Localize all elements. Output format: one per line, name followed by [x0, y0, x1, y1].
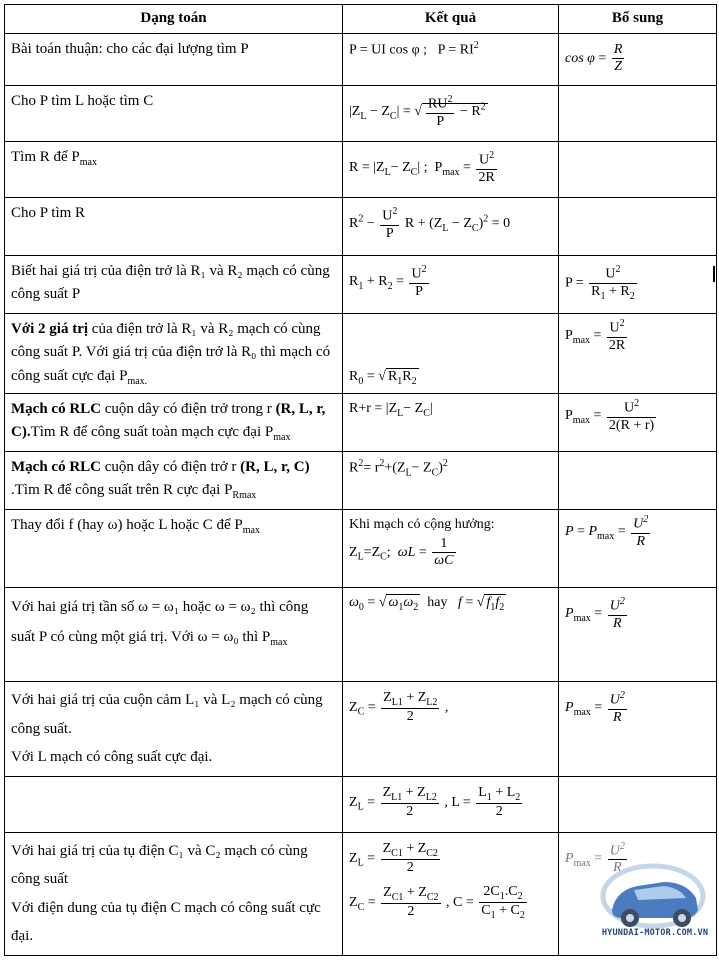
- row-13-problem: Với hai giá trị của tụ điện C₁ và C₂ mạch có cùng công suất Với điện dung của tụ điện C mạch có công suất cực đại.: [5, 832, 343, 955]
- table-row: [5, 776, 717, 832]
- table-row: [5, 198, 717, 256]
- row-6-extra: $P_{max}$ = $\frac{U^2}{2R}$: [559, 314, 717, 394]
- table-row: [5, 256, 717, 314]
- row-11-result: $Z_C$ = $\frac{Z_{L1} + Z_{L2}}{2}$ ,: [343, 682, 559, 777]
- header-ket-qua: Kết quả: [343, 5, 559, 34]
- row-1-extra: cos φ = $\frac{R}{Z}$: [559, 34, 717, 86]
- row-1-problem: Bài toán thuận: cho các đại lượng tìm P: [5, 34, 343, 86]
- row-7-extra: $P_{max}$ = $\frac{U^2}{2(R + r)}$: [559, 394, 717, 452]
- row-3-result: $R = |Z_L- Z_C|$ ; $P_{max}$ = $\frac{U^2}{2R}$: [343, 142, 559, 198]
- formula-table: [4, 4, 717, 956]
- row-9-result: Khi mạch có cộng hưởng: $Z_L=Z_C$; ωL = $\frac{1}{\omega C}$: [343, 510, 559, 588]
- table-row: [5, 452, 717, 510]
- table-row: [5, 682, 717, 777]
- row-6-result: $R_0$ = √ $R_1R_2$: [343, 314, 559, 394]
- row-4-problem: Cho P tìm R: [5, 198, 343, 256]
- row-9-problem: Thay đổi f (hay ω) hoặc L hoặc C để $P_{max}$: [5, 510, 343, 588]
- row-11-extra: $P_{max}$ = $\frac{U^2}{R}$: [559, 682, 717, 777]
- row-8-extra: [559, 452, 717, 510]
- row-9-extra: $P = P_{max}$ = $\frac{U^2}{R}$: [559, 510, 717, 588]
- row-2-result: $|Z_L - Z_C|$ = √ $\frac{RU^2}{P}$ − $R^2$: [343, 86, 559, 142]
- header-dang-toan: Dạng toán: [5, 5, 343, 34]
- header-bo-sung: Bổ sung: [559, 5, 717, 34]
- row-12-problem: [5, 776, 343, 832]
- row-8-problem: Mạch có RLC cuộn dây có điện trở r (R, L, r, C) .Tìm R để công suất trên R cực đại $P_{Rmax}$: [5, 452, 343, 510]
- row-10-problem: Với hai giá trị tần số ω = ω₁ hoặc ω = ω₂ thì công suất P có cùng một giá trị. Với ω = ω₀ thì $P_{max}$: [5, 588, 343, 682]
- table-row: [5, 86, 717, 142]
- row-10-result: $\omega_0$ = √ $\omega_1\omega_2$ hay f = √ $f_1f_2$: [343, 588, 559, 682]
- row-2-problem: Cho P tìm L hoặc tìm C: [5, 86, 343, 142]
- row-1-result: P = UI cos φ ; $P = RI^2$: [343, 34, 559, 86]
- car-logo-icon: [594, 860, 712, 952]
- row-4-result: $R^2$ − $\frac{U^2}{P}$ $R + (Z_L - Z_C)^2 = 0$: [343, 198, 559, 256]
- row-13-extra: $P_{max}$ = $\frac{U^2}{R}$: [559, 832, 717, 955]
- table-row: [5, 142, 717, 198]
- row-3-problem: Tìm R để $P_{max}$: [5, 142, 343, 198]
- row-3-extra: [559, 142, 717, 198]
- row-12-extra: [559, 776, 717, 832]
- row-10-extra: $P_{max}$ = $\frac{U^2}{R}$: [559, 588, 717, 682]
- table-row: [5, 394, 717, 452]
- row-13-result: $Z_L$ = $\frac{Z_{C1} + Z_{C2}}{2}$ $Z_C$ = $\frac{Z_{C1} + Z_{C2}}{2}$ , C = $\frac{2C_1.C_2}{C_1 + C_2}$: [343, 832, 559, 955]
- row-5-result: $R_1 + R_2$ = $\frac{U^2}{P}$: [343, 256, 559, 314]
- text-cursor: [713, 266, 715, 282]
- table-row: [5, 34, 717, 86]
- watermark-text: HYUNDAI-MOTOR.COM.VN: [601, 928, 709, 938]
- row-7-result: $R+r = |Z_L- Z_C|$: [343, 394, 559, 452]
- row-4-extra: [559, 198, 717, 256]
- table-row: [5, 588, 717, 682]
- row-6-problem: Với 2 giá trị của điện trở là R₁ và R₂ mạch có cùng công suất P. Với giá trị của điện trở là R₀ thì mạch có công suất cực đại $P_{max.}$: [5, 314, 343, 394]
- row-12-result: $Z_L$ = $\frac{Z_{L1} + Z_{L2}}{2}$ , L = $\frac{L_1 + L_2}{2}$: [343, 776, 559, 832]
- row-11-problem: Với hai giá trị của cuộn cảm L₁ và L₂ mạch có cùng công suất. Với L mạch có công suất cực đại.: [5, 682, 343, 777]
- header-row: [5, 5, 717, 34]
- row-7-problem: Mạch có RLC cuộn dây có điện trở trong r (R, L, r, C).Tìm R để công suất toàn mạch cực đại $P_{max}$: [5, 394, 343, 452]
- row-5-extra: P = $\frac{U^2}{R_1 + R_2}$: [559, 256, 717, 314]
- row-5-problem: Biết hai giá trị của điện trở là R₁ và R₂ mạch có cùng công suất P: [5, 256, 343, 314]
- row-2-extra: [559, 86, 717, 142]
- row-8-result: $R^2= r^2+(Z_L- Z_C)^2$: [343, 452, 559, 510]
- table-row: [5, 314, 717, 394]
- table-row: [5, 510, 717, 588]
